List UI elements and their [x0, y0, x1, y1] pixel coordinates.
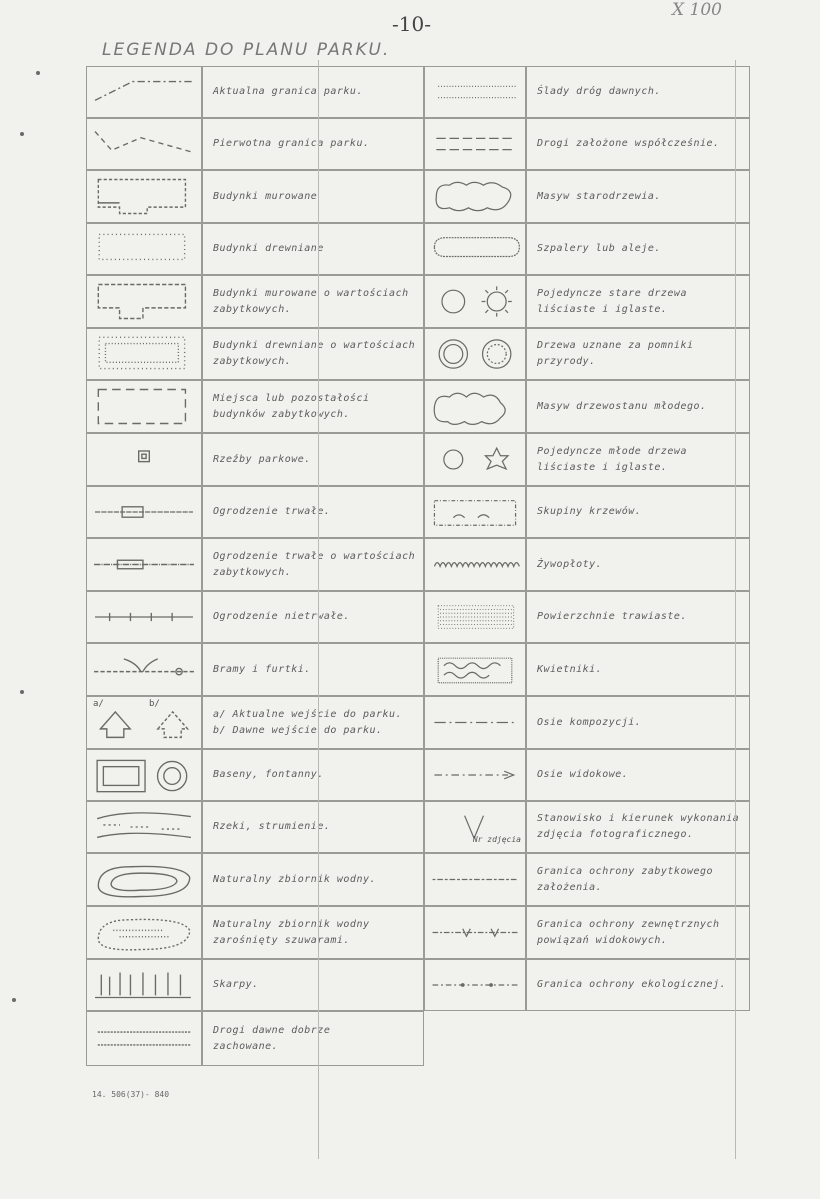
legend-label-cell — [202, 853, 424, 906]
ecological-protection-icon — [425, 960, 525, 1010]
legend-label: Skupiny krzewów. — [537, 506, 642, 517]
legend-label: Osie kompozycji. — [537, 716, 642, 728]
legend-label: a/ Aktualne wejście do parku. b/ Dawne wejście do parku. — [213, 708, 403, 736]
legend-label-cell — [202, 801, 424, 853]
footer-code: 14. 506(37)- 840 — [92, 1090, 170, 1099]
gate-icon — [87, 644, 201, 695]
legend-label: Masyw starodrzewia. — [537, 190, 661, 202]
legend-symbol-cell — [86, 749, 202, 801]
lawn-icon — [425, 592, 525, 642]
photo-station-icon — [425, 802, 525, 852]
entrance-mark: a/ — [93, 699, 104, 709]
historic-brick-building-icon — [87, 276, 201, 327]
legend-label: Budynki drewniane o wartościach zabytkowych. — [213, 340, 416, 367]
legend-label-cell — [202, 433, 424, 486]
legend-label-cell — [202, 275, 424, 328]
legend-label-cell — [202, 643, 424, 696]
legend-label-cell — [526, 643, 750, 696]
punch-hole — [20, 690, 24, 694]
legend-label-cell — [526, 906, 750, 959]
legend-symbol-cell — [424, 275, 526, 328]
legend-label: Drzewa uznane za pomniki przyrody. — [537, 340, 694, 367]
legend-label: Baseny, fontanny. — [213, 769, 324, 780]
legend-symbol-cell — [424, 643, 526, 696]
legend-label: Budynki murowane — [213, 190, 318, 202]
legend-label-cell — [202, 538, 424, 591]
legend-label: Rzeźby parkowe. — [213, 453, 311, 465]
landscape-protection-icon — [425, 907, 525, 958]
brick-building-icon — [87, 171, 201, 222]
legend-symbol-cell — [86, 380, 202, 433]
legend-symbol-cell — [424, 801, 526, 853]
legend-label: Budynki drewniane — [213, 243, 324, 254]
legend-label: Ślady dróg dawnych. — [537, 86, 661, 97]
overgrown-pond-icon — [87, 907, 201, 958]
pool-fountain-icon — [87, 750, 201, 800]
legend-label: Kwietniki. — [537, 663, 603, 675]
legend-label: Powierzchnie trawiaste. — [537, 611, 687, 622]
legend-symbol-cell — [86, 906, 202, 959]
legend-symbol-cell — [424, 538, 526, 591]
legend-label-cell — [526, 170, 750, 223]
legend-label-cell — [526, 538, 750, 591]
legend-label: Ogrodzenie trwałe. — [213, 506, 331, 517]
escarpment-icon — [87, 960, 201, 1010]
legend-symbol-cell — [424, 959, 526, 1011]
legend-label: Drogi założone współcześnie. — [537, 138, 720, 149]
photo-number-mark: Nr zdjęcia — [472, 835, 521, 844]
legend-label: Naturalny zbiornik wodny zarośnięty szuwarami. — [213, 918, 370, 946]
river-icon — [87, 802, 201, 852]
legend-symbol-cell — [86, 433, 202, 486]
legend-label: Drogi dawne dobrze zachowane. — [213, 1024, 331, 1052]
legend-label-cell — [202, 223, 424, 275]
legend-symbol-cell — [86, 853, 202, 906]
legend-label: Aktualna granica parku. — [213, 86, 363, 97]
historic-fence-icon — [87, 539, 201, 590]
young-stand-icon — [425, 381, 525, 432]
legend-label: Skarpy. — [213, 979, 259, 990]
legend-symbol-cell — [424, 433, 526, 486]
legend-label-cell — [526, 118, 750, 170]
legend-label: Granica ochrony zewnętrznych powiązań widokowych. — [537, 918, 720, 946]
legend-symbol-cell — [86, 170, 202, 223]
entrance-arrows-icon — [87, 697, 201, 748]
page-title: LEGENDA DO PLANU PARKU. — [102, 40, 391, 60]
legend-symbol-cell — [86, 1011, 202, 1066]
legend-symbol-cell — [86, 643, 202, 696]
modern-road-icon — [425, 119, 525, 169]
legend-label: Miejsca lub pozostałości budynków zabytkowych. — [213, 392, 370, 420]
legend-label-cell — [526, 591, 750, 643]
legend-label-cell — [526, 433, 750, 486]
legend-label-cell — [202, 906, 424, 959]
legend-symbol-cell — [86, 959, 202, 1011]
single-young-trees-icon — [425, 434, 525, 485]
legend-label-cell — [526, 223, 750, 275]
fold-line — [318, 60, 319, 1159]
legend-symbol-cell — [86, 118, 202, 170]
fold-line — [735, 60, 736, 1159]
legend-label-cell — [526, 696, 750, 749]
actual-boundary-icon — [87, 67, 201, 117]
legend-symbol-cell — [86, 66, 202, 118]
legend-symbol-cell — [86, 801, 202, 853]
legend-symbol-cell — [424, 853, 526, 906]
legend-label-cell — [526, 275, 750, 328]
legend-label: Stanowisko i kierunek wykonania zdjęcia fotograficznego. — [537, 813, 740, 840]
legend-label-cell — [526, 66, 750, 118]
legend-label: Ogrodzenie nietrwałe. — [213, 611, 350, 622]
legend-label: Granica ochrony zabytkowego założenia. — [537, 865, 714, 893]
legend-symbol-cell — [424, 170, 526, 223]
legend-label-cell — [202, 380, 424, 433]
sculpture-icon — [87, 434, 201, 485]
legend-label-cell — [526, 801, 750, 853]
old-road-traces-icon — [425, 67, 525, 117]
legend-label-cell — [202, 328, 424, 380]
historic-wooden-building-icon — [87, 329, 201, 379]
legend-symbol-cell — [86, 223, 202, 275]
corner-mark: X 100 — [672, 0, 722, 20]
legend-label-cell — [526, 959, 750, 1011]
legend-label-cell — [202, 486, 424, 538]
legend-label-cell — [202, 118, 424, 170]
legend-label-cell — [526, 853, 750, 906]
legend-symbol-cell — [86, 486, 202, 538]
legend-symbol-cell — [86, 275, 202, 328]
single-old-trees-icon — [425, 276, 525, 327]
legend-label: Pierwotna granica parku. — [213, 138, 370, 149]
shrub-group-icon — [425, 487, 525, 537]
legend-label-cell — [202, 591, 424, 643]
entrance-mark: b/ — [149, 699, 160, 709]
legend-label: Naturalny zbiornik wodny. — [213, 873, 377, 885]
temporary-fence-icon — [87, 592, 201, 642]
legend-label-cell — [202, 749, 424, 801]
tree-row-icon — [425, 224, 525, 274]
legend-label-cell — [202, 696, 424, 749]
legend-label: Pojedyncze stare drzewa liściaste i iglaste. — [537, 287, 687, 315]
punch-hole — [36, 71, 40, 75]
legend-table — [86, 66, 750, 1052]
legend-label: Rzeki, strumienie. — [213, 821, 331, 832]
legend-symbol-cell — [86, 591, 202, 643]
legend-label: Szpalery lub aleje. — [537, 243, 661, 254]
legend-label-cell — [202, 1011, 424, 1066]
legend-symbol-cell — [424, 749, 526, 801]
legend-label: Pojedyncze młode drzewa liściaste i iglaste. — [537, 445, 687, 473]
view-axis-icon — [425, 750, 525, 800]
legend-symbol-cell — [424, 591, 526, 643]
legend-label-cell — [202, 959, 424, 1011]
heritage-protection-icon — [425, 854, 525, 905]
building-remains-icon — [87, 381, 201, 432]
legend-label-cell — [202, 170, 424, 223]
hedge-icon — [425, 539, 525, 590]
monument-trees-icon — [425, 329, 525, 379]
punch-hole — [12, 998, 16, 1002]
legend-label-cell — [526, 328, 750, 380]
page-number: -10- — [392, 12, 431, 36]
original-boundary-icon — [87, 119, 201, 169]
composition-axis-icon — [425, 697, 525, 748]
legend-symbol-cell — [86, 328, 202, 380]
legend-symbol-cell — [86, 696, 202, 749]
legend-symbol-cell — [424, 223, 526, 275]
legend-label-cell — [526, 380, 750, 433]
legend-symbol-cell — [424, 328, 526, 380]
legend-label-cell — [202, 66, 424, 118]
wooden-building-icon — [87, 224, 201, 274]
legend-symbol-cell — [86, 538, 202, 591]
old-tree-mass-icon — [425, 171, 525, 222]
pond-icon — [87, 854, 201, 905]
legend-symbol-cell — [424, 906, 526, 959]
legend-label: Masyw drzewostanu młodego. — [537, 400, 707, 412]
flowerbed-icon — [425, 644, 525, 695]
legend-symbol-cell — [424, 380, 526, 433]
old-road-icon — [87, 1012, 201, 1065]
punch-hole — [20, 132, 24, 136]
legend-label-cell — [526, 749, 750, 801]
legend-symbol-cell — [424, 66, 526, 118]
legend-symbol-cell — [424, 486, 526, 538]
permanent-fence-icon — [87, 487, 201, 537]
legend-label: Ogrodzenie trwałe o wartościach zabytkowych. — [213, 550, 416, 578]
legend-label-cell — [526, 486, 750, 538]
legend-symbol-cell — [424, 118, 526, 170]
legend-label: Żywopłoty. — [537, 558, 603, 570]
legend-label: Granica ochrony ekologicznej. — [537, 979, 727, 990]
legend-symbol-cell — [424, 696, 526, 749]
legend-label: Osie widokowe. — [537, 769, 629, 780]
legend-label: Bramy i furtki. — [213, 663, 311, 675]
legend-label: Budynki murowane o wartościach zabytkowych. — [213, 287, 409, 315]
